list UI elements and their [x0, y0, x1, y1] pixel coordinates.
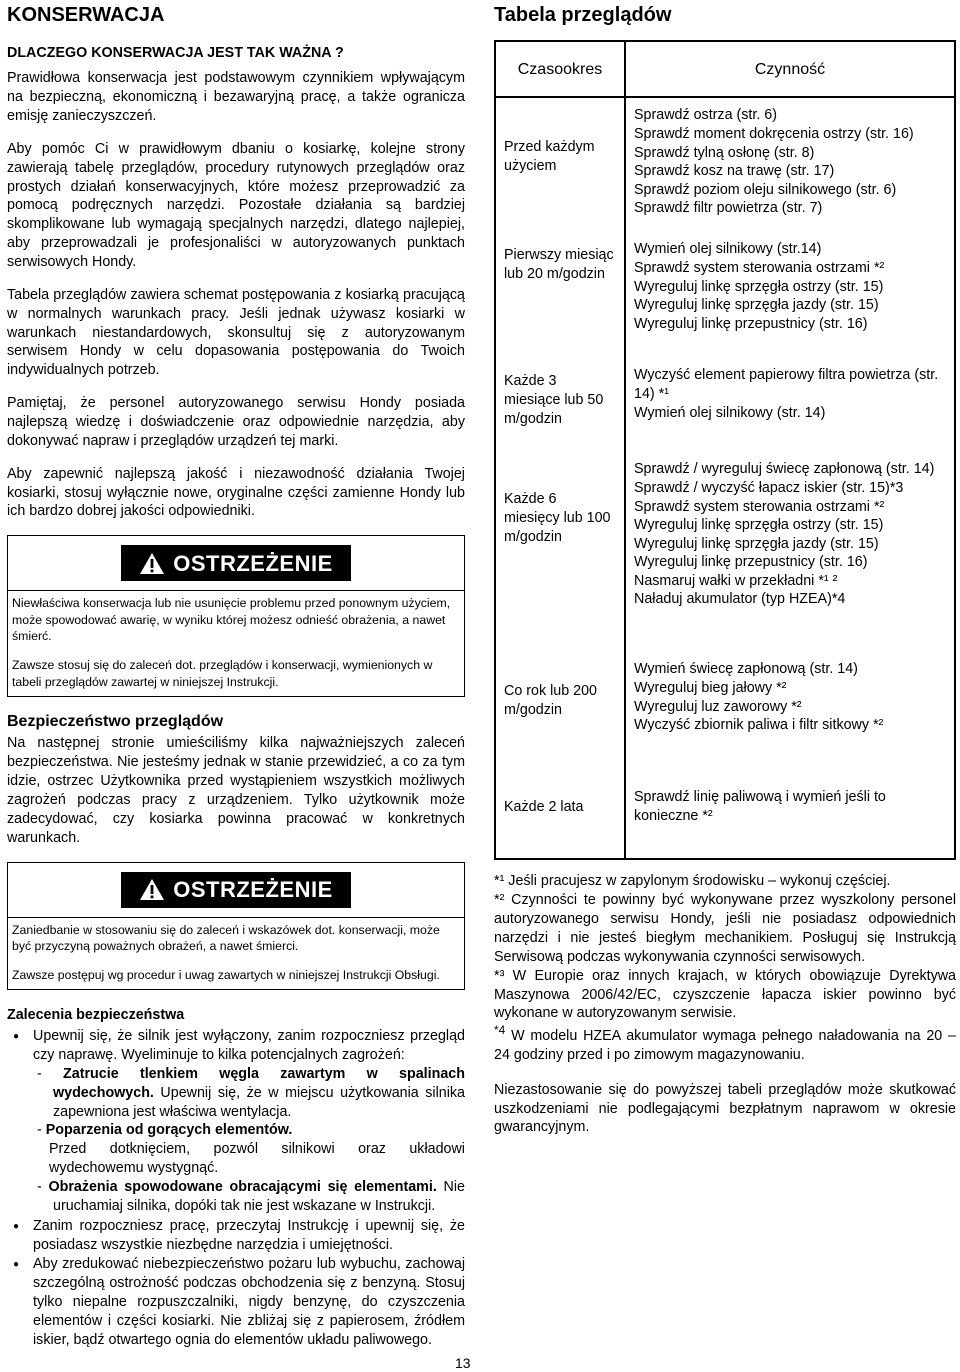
action-item: Wyreguluj linkę przepustnicy (str. 16) — [634, 315, 868, 332]
footnote-1: *¹ Jeśli pracujesz w zapylonym środowisku – wykonuj częściej. — [494, 873, 891, 890]
action-cell — [625, 232, 955, 358]
action-cell — [625, 652, 955, 780]
left-column — [7, 2, 465, 1351]
warning-box-2 — [7, 862, 465, 991]
hazard-item: - Poparzenia od gorących elementów. — [37, 1122, 293, 1139]
warning-text: Zawsze stosuj się do zaleceń dot. przeglądów i konserwacji, wymienionych w tabeli przeglądów zawartej w niniejszej Instrukcji. — [12, 658, 433, 689]
action-item: Wyczyść element papierowy filtra powietrza (str. 14) *¹ — [634, 367, 939, 402]
action-item: Sprawdź kosz na trawę (str. 17) — [634, 163, 835, 180]
table-row — [495, 452, 955, 652]
footnote-4: $^{*4}$ W modelu HZEA akumulator wymaga pełnego naładowania na 20 – 24 godziny przed i po zimowym magazynowaniu. — [494, 1023, 956, 1063]
action-cell — [625, 97, 955, 232]
inspection-safety-text: Na następnej stronie umieściliśmy kilka najważniejszych zaleceń bezpieczeństwa. Nie jesteśmy jednak w stanie przewidzieć, a co za tym idzie, ostrzec Użytkownika przed wystąpieniem wszystkich możliwych zagrożeń podczas pracy z urządzeniem. Tylko użytkownik może zadecydować, czy kosiarka powinna pracować w konkretnych warunkach. — [7, 735, 465, 846]
list-item: ● Zanim rozpoczniesz pracę, przeczytaj Instrukcję i upewnij się, że posiadasz wszystkie niezbędne narzędzia i umiejętności. — [33, 1217, 465, 1255]
warning-box-1 — [7, 535, 465, 697]
action-item: Wyreguluj linkę sprzęgła jazdy (str. 15) — [634, 535, 879, 552]
action-item: Wymień świecę zapłonową (str. 14) — [634, 661, 858, 678]
page-number: 13 — [455, 1355, 471, 1371]
action-item: Nasmaruj wałki w przekładni *¹ ² — [634, 572, 838, 589]
table-row — [495, 780, 955, 859]
action-cell — [625, 358, 955, 452]
action-item: Sprawdź / wyczyść łapacz iskier (str. 15)*3 — [634, 479, 904, 496]
period-cell: Każde 3 miesiące lub 50 m/godzin — [495, 358, 625, 452]
warranty-note: Niezastosowanie się do powyższej tabeli przeglądów może skutkować uszkodzeniami nie podlegającymi bezpłatnym naprawom w okresie gwarancyjnym. — [494, 1081, 956, 1136]
action-item: Naładuj akumulator (typ HZEA)*4 — [634, 591, 846, 608]
action-item: Wyreguluj bieg jałowy *² — [634, 679, 787, 696]
maintenance-schedule-table — [494, 40, 956, 860]
paragraph-4: Pamiętaj, że personel autoryzowanego serwisu Hondy posiada najlepszą wiedzę i doświadczenie oraz odpowiednie narzędzia, aby dokonywać napraw i przeglądów urządzeń tej marki. — [7, 395, 465, 449]
footnotes — [494, 872, 956, 1137]
period-cell: Przed każdym użyciem — [495, 97, 625, 232]
action-item: Sprawdź system sterowania ostrzami *² — [634, 498, 885, 515]
warning-banner — [8, 863, 464, 918]
action-item: Wyreguluj linkę sprzęgła ostrzy (str. 15) — [634, 278, 884, 295]
hazard-item: - Obrażenia spowodowane obracającymi się elementami. Nie uruchamiaj silnika, dopóki tak nie jest wskazane w Instrukcji. — [37, 1179, 465, 1214]
period-cell: Każde 6 miesięcy lub 100 m/godzin — [495, 452, 625, 652]
safety-recommendations-heading: Zalecenia bezpieczeństwa — [7, 1007, 185, 1024]
warning-text: Zaniedbanie w stosowaniu się do zaleceń i wskazówek dot. konserwacji, może być przyczyną poważnych obrażeń, a nawet śmierci. — [12, 922, 440, 954]
action-item: Sprawdź ostrza (str. 6) — [634, 107, 778, 124]
action-item: Sprawdź linię paliwową i wymień jeśli to konieczne *² — [634, 789, 886, 824]
table-row — [495, 652, 955, 780]
warning-text: Niewłaściwa konserwacja lub nie usunięcie problemu przed ponownym użyciem, może spowodować awarię, w wyniku której możesz odnieść obrażenia, a nawet śmierć. — [12, 596, 451, 644]
action-item: Wyreguluj luz zaworowy *² — [634, 698, 802, 715]
paragraph-5: Aby zapewnić najlepszą jakość i niezawodność działania Twojej kosiarki, stosuj wyłącznie nowe, oryginalne części zamienne Hondy lub ich bardzo dobrej jakości odpowiedniki. — [7, 465, 465, 520]
action-item: Sprawdź / wyreguluj świecę zapłonową (str. 14) — [634, 461, 935, 478]
action-item: Sprawdź moment dokręcenia ostrzy (str. 16) — [634, 125, 914, 142]
action-item: Wymień olej silnikowy (str.14) — [634, 241, 822, 258]
paragraph-1: Prawidłowa konserwacja jest podstawowym czynnikiem wpływającym na bezpieczną, ekonomiczną i bezawaryjną pracę, a także ogranicza emisję zanieczyszczeń. — [7, 70, 465, 124]
list-item: ● Aby zredukować niebezpieczeństwo pożaru lub wybuchu, zachowaj szczególną ostrożność podczas obchodzenia się z benzyną. Stosuj tylko niepalne rozpuszczalniki, nigdy benzynę, do czyszczenia elementów i części kosiarki. Nie zbliżaj się z papierosem, źródłem iskier, bądź otwartego ognia do elementów układu paliwowego. — [33, 1255, 465, 1349]
period-cell: Pierwszy miesiąc lub 20 m/godzin — [495, 232, 625, 358]
inspection-safety-heading: Bezpieczeństwo przeglądów — [7, 713, 224, 731]
action-item: Wyreguluj linkę przepustnicy (str. 16) — [634, 554, 868, 571]
hazard-item: - Zatrucie tlenkiem węgla zawartym w spalinach wydechowych. Upewnij się, że w miejscu użytkowania silnika zapewniona jest właściwa wentylacja. — [37, 1065, 465, 1120]
column-header-period: Czasookres — [495, 41, 625, 97]
action-item: Wymień olej silnikowy (str. 14) — [634, 404, 826, 421]
warning-triangle-icon — [139, 878, 165, 901]
why-maintenance-heading: DLACZEGO KONSERWACJA JEST TAK WAŻNA ? — [7, 45, 344, 62]
table-row — [495, 97, 955, 232]
warning-text: Zawsze postępuj wg procedur i uwag zawartych w niniejszej Instrukcji Obsługi. — [12, 967, 440, 982]
paragraph-2: Aby pomóc Ci w prawidłowym dbaniu o kosiarkę, kolejne strony zawierają tabelę przeglądów, procedury rutynowych przeglądów oraz prostych działań konserwacyjnych, które możesz przeprowadzić za pomocą podręcznych narzędzi. Pozostałe działania są bardziej skomplikowane lub wymagają specjalnych narzędzi, dlatego najlepiej, aby przeprowadzali je profesjonaliści w autoryzowanych punktach serwisowych Hondy. — [7, 140, 465, 270]
action-item: Sprawdź system sterowania ostrzami *² — [634, 259, 885, 276]
period-cell: Każde 2 lata — [495, 780, 625, 859]
table-row — [495, 358, 955, 452]
action-item: Wyreguluj linkę sprzęgła ostrzy (str. 15) — [634, 517, 884, 534]
footnote-2: *² Czynności te powinny być wykonywane przez wyszkolony personel autoryzowanego serwisu Hondy, jeśli nie posiadasz odpowiednich narzędzi i nie jesteś biegłym mechanikiem. Posługuj się Instrukcją Serwisową podczas wykonywania czynności serwisowych. — [494, 892, 956, 965]
paragraph-3: Tabela przeglądów zawiera schemat postępowania z kosiarką pracującą w normalnych warunkach pracy. Jeśli jednak używasz kosiarki w warunkach niestandardowych, skonsultuj się z autoryzowanym serwisem Hondy w celu dopasowania postępowania do Twoich indywidualnych potrzeb. — [7, 286, 465, 379]
footnote-3: *³ W Europie oraz innych krajach, w których obowiązuje Dyrektywa Maszynowa 2006/42/EC, czyszczenie łapacza iskier powinno być wykonane w autoryzowanym serwisie. — [494, 967, 956, 1022]
warning-label: OSTRZEŻENIE — [173, 550, 333, 576]
warning-banner — [8, 536, 464, 591]
action-item: Wyreguluj linkę sprzęgła jazdy (str. 15) — [634, 297, 879, 314]
safety-list — [7, 1027, 465, 1350]
page-title: KONSERWACJA — [7, 4, 165, 26]
list-item: ● Upewnij się, że silnik jest wyłączony, zanim rozpoczniesz przegląd czy naprawę. Wyeliminuje to kilka potencjalnych zagrożeń: - Zatrucie tlenkiem węgla zawartym w spalinach wydechowych. Upewnij się, że w miejscu użytkowania silnika zapewniona jest właściwa wentylacja. - Poparzenia od gorących elementów. Przed dotknięciem, pozwól silnikowi oraz układowi wydechowemu wystygnąć. - Obrażenia spowodowane obracającymi się elementami. Nie uruchamiaj silnika, dopóki tak nie jest wskazane w Instrukcji. — [33, 1027, 465, 1216]
period-cell: Co rok lub 200 m/godzin — [495, 652, 625, 780]
action-item: Wyczyść zbiornik paliwa i filtr sitkowy *² — [634, 717, 884, 734]
action-item: Sprawdź filtr powietrza (str. 7) — [634, 200, 823, 217]
schedule-title: Tabela przeglądów — [494, 4, 672, 26]
action-cell — [625, 452, 955, 652]
table-row — [495, 232, 955, 358]
action-item: Sprawdź poziom oleju silnikowego (str. 6) — [634, 181, 897, 198]
action-item: Sprawdź tylną osłonę (str. 8) — [634, 144, 815, 161]
right-column — [494, 2, 956, 1137]
warning-triangle-icon — [139, 552, 165, 575]
column-header-action: Czynność — [625, 41, 955, 97]
warning-label: OSTRZEŻENIE — [173, 877, 333, 903]
action-cell — [625, 780, 955, 859]
